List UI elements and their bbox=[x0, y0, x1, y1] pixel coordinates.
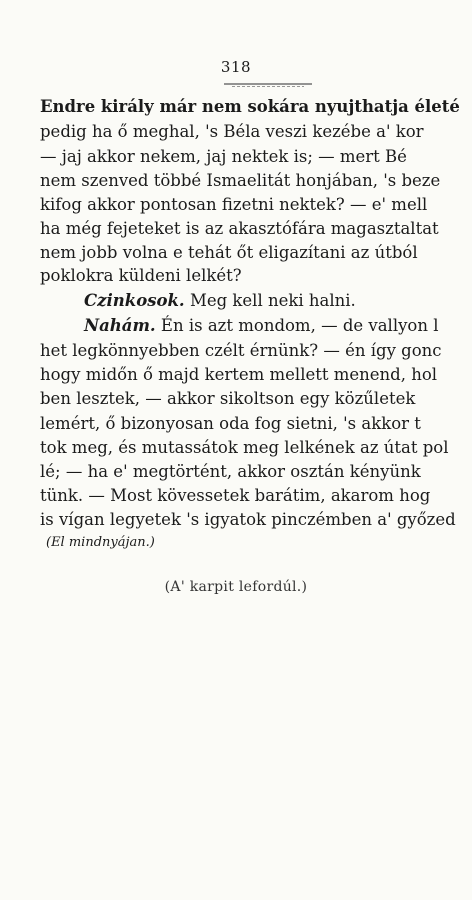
page-number: 318 bbox=[220, 58, 252, 76]
text-line: — jaj akkor nekem, jaj nektek is; — mert Bé bbox=[40, 147, 407, 166]
speaker-name: Nahám. bbox=[84, 316, 156, 335]
text-line: lé; — ha e' megtörtént, akkor osztán kényünk bbox=[40, 462, 421, 481]
text-line: tok meg, és mutassátok meg lelkének az útat pol bbox=[40, 438, 449, 457]
text-line: nem jobb volna e tehát őt eligazítani az útból bbox=[40, 243, 418, 262]
ornamental-rule bbox=[222, 82, 314, 88]
text-line: ha még fejeteket is az akasztófára magasztaltat bbox=[40, 219, 439, 238]
text-line: hogy midőn ő majd kertem mellett menend, hol bbox=[40, 365, 438, 384]
text-line: lemért, ő bizonyosan oda fog sietni, 's akkor t bbox=[40, 414, 421, 433]
czinkosok-line bbox=[84, 293, 356, 310]
speaker-name: Czinkosok. bbox=[84, 291, 185, 310]
text-line: is vígan legyetek 's igyatok pinczémben a' győzed bbox=[40, 510, 456, 529]
text-line: pedig ha ő meghal, 's Béla veszi kezébe a' kor bbox=[40, 122, 424, 141]
stage-direction: (El mindnyájan.) bbox=[46, 535, 155, 550]
text-line: Endre király már nem sokára nyujthatja életé bbox=[40, 97, 460, 116]
text-line: ben lesztek, — akkor sikoltson egy közűletek bbox=[40, 389, 416, 408]
text-line: nem szenved többé Ismaelitát honjában, 's beze bbox=[40, 171, 441, 190]
page-footer: (A' karpit lefordúl.) bbox=[164, 579, 308, 595]
dialogue-text: Én is azt mondom, — de vallyon l bbox=[160, 316, 439, 335]
nahum-line bbox=[84, 318, 439, 335]
text-line: kifog akkor pontosan fizetni nektek? — e' mell bbox=[40, 195, 428, 214]
text-line: poklokra küldeni lelkét? bbox=[40, 266, 242, 285]
text-line: tünk. — Most kövessetek barátim, akarom hog bbox=[40, 486, 431, 505]
dialogue-text: Meg kell neki halni. bbox=[189, 291, 356, 310]
text-line: het legkönnyebben czélt érnünk? — én így gonc bbox=[40, 341, 442, 360]
